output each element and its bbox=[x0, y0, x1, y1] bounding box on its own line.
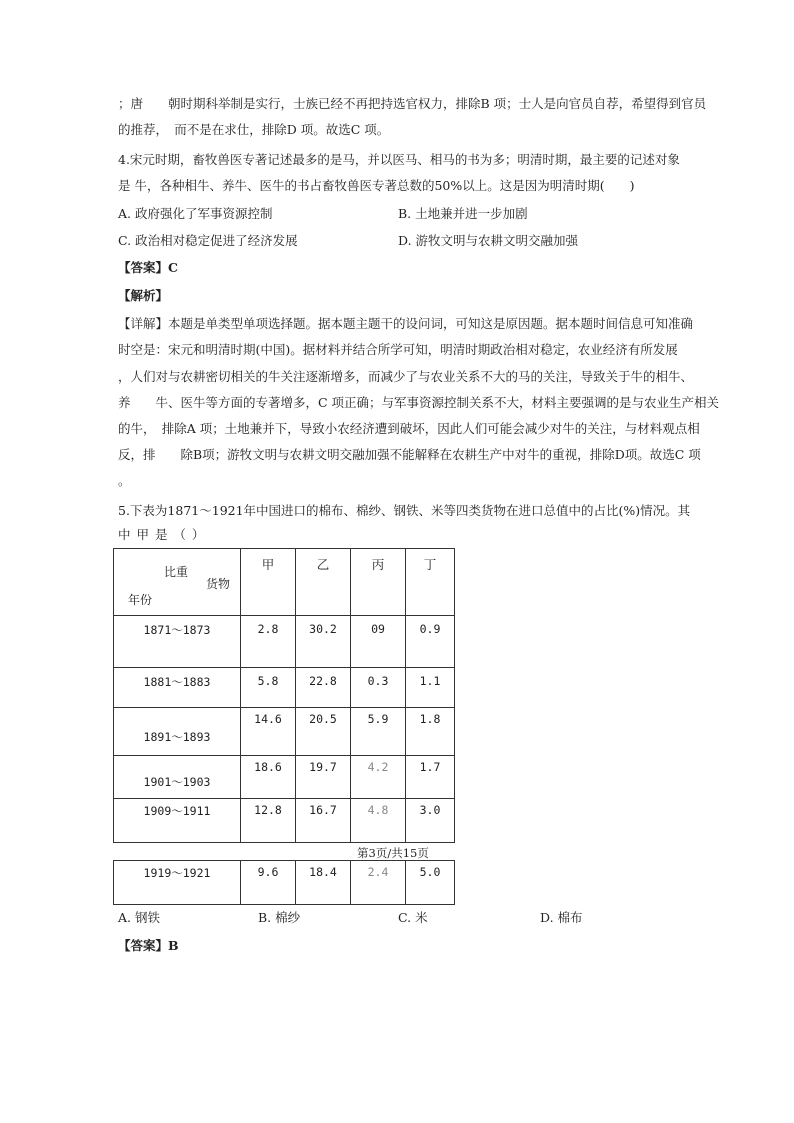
question-4-stem: 是 牛，各种相牛、养牛、医牛的书占畜牧兽医专著总数的50%以上。这是因为明清时期( ) bbox=[118, 178, 635, 193]
value-cell: 22.8 bbox=[296, 668, 351, 708]
detail-text: 的牛， 排除A 项；土地兼并下，导致小农经济遭到破坏，因此人们可能会减少对牛的关注，与材料观点相 bbox=[118, 421, 700, 436]
value-cell: 9.6 bbox=[241, 861, 296, 905]
option-d: D. 游牧文明与农耕文明交融加强 bbox=[398, 233, 579, 248]
value-cell: 2.4 bbox=[351, 861, 406, 905]
column-header: 丁 bbox=[406, 549, 455, 616]
table-corner-header bbox=[114, 549, 241, 616]
column-header: 丙 bbox=[351, 549, 406, 616]
value-cell: 16.7 bbox=[296, 799, 351, 843]
detail-text: 反，排 除B项；游牧文明与农耕文明交融加强不能解释在农耕生产中对牛的重视，排除D项。故选C 项 bbox=[118, 447, 701, 462]
text-line: 的推荐， 而不是在求仕，排除D 项。故选C 项。 bbox=[118, 122, 390, 137]
year-cell: 1871～1873 bbox=[114, 616, 241, 668]
question-5-stem: 5.下表为1871～1921年中国进口的棉布、棉纱、钢铁、米等四类货物在进口总值中的占比(%)情况。其 bbox=[118, 503, 691, 518]
page-number: 第3页/共15页 bbox=[357, 846, 429, 860]
table-row bbox=[114, 708, 455, 756]
value-cell: 12.8 bbox=[241, 799, 296, 843]
value-cell: 09 bbox=[351, 616, 406, 668]
import-share-table-continued bbox=[113, 860, 455, 905]
value-cell: 3.0 bbox=[406, 799, 455, 843]
value-cell: 5.8 bbox=[241, 668, 296, 708]
detail-text: 【详解】本题是单类型单项选择题。据本题主题干的设问词，可知这是原因题。据本题时间信息可知准确 bbox=[118, 316, 694, 331]
value-cell: 19.7 bbox=[296, 756, 351, 799]
detail-text: 。 bbox=[118, 473, 131, 488]
option-a: A. 钢铁 bbox=[118, 910, 160, 925]
value-cell: 18.4 bbox=[296, 861, 351, 905]
detail-text: 时空是：宋元和明清时期(中国)。据材料并结合所学可知，明清时期政治相对稳定，农业经济有所发展 bbox=[118, 342, 678, 357]
value-cell: 0.9 bbox=[406, 616, 455, 668]
value-cell: 1.7 bbox=[406, 756, 455, 799]
value-cell: 14.6 bbox=[241, 708, 296, 756]
text-line: ；唐 朝时期科举制是实行，士族已经不再把持选官权力，排除B 项；士人是向官员自荐，希望得到官员 bbox=[118, 96, 707, 111]
table-row bbox=[114, 668, 455, 708]
import-share-table bbox=[113, 548, 455, 843]
value-cell: 20.5 bbox=[296, 708, 351, 756]
year-cell: 1919～1921 bbox=[114, 861, 241, 905]
option-b: B. 棉纱 bbox=[258, 910, 301, 925]
detail-text: ，人们对与农耕密切相关的牛关注逐渐增多，而减少了与农业关系不大的马的关注，导致关于牛的相牛、 bbox=[118, 369, 694, 384]
value-cell: 4.2 bbox=[351, 756, 406, 799]
year-cell: 1901～1903 bbox=[114, 756, 241, 799]
question-4-stem: 4.宋元时期，畜牧兽医专著记述最多的是马，并以医马、相马的书为多；明清时期，最主要的记述对象 bbox=[118, 152, 680, 167]
answer-label: 【答案】C bbox=[118, 260, 178, 275]
option-c: C. 政治相对稳定促进了经济发展 bbox=[118, 233, 298, 248]
year-cell: 1909～1911 bbox=[114, 799, 241, 843]
value-cell: 1.1 bbox=[406, 668, 455, 708]
value-cell: 18.6 bbox=[241, 756, 296, 799]
corner-ratio: 比重 bbox=[164, 565, 189, 579]
value-cell: 2.8 bbox=[241, 616, 296, 668]
table-row bbox=[114, 616, 455, 668]
value-cell: 4.8 bbox=[351, 799, 406, 843]
column-header: 乙 bbox=[296, 549, 351, 616]
option-a: A. 政府强化了军事资源控制 bbox=[118, 206, 273, 221]
detail-text: 养 牛、医牛等方面的专著增多，C 项正确；与军事资源控制关系不大，材料主要强调的是与农业生产相关 bbox=[118, 395, 720, 410]
corner-year: 年份 bbox=[128, 593, 153, 607]
table-row bbox=[114, 756, 455, 799]
year-cell: 1881～1883 bbox=[114, 668, 241, 708]
option-d: D. 棉布 bbox=[540, 910, 583, 925]
table-row bbox=[114, 799, 455, 843]
option-c: C. 米 bbox=[398, 910, 428, 925]
value-cell: 0.3 bbox=[351, 668, 406, 708]
answer-label: 【答案】B bbox=[118, 938, 179, 953]
corner-goods: 货物 bbox=[206, 577, 231, 591]
value-cell: 30.2 bbox=[296, 616, 351, 668]
table-row bbox=[114, 861, 455, 905]
question-5-stem: 中 甲 是 （ ） bbox=[118, 527, 206, 542]
value-cell: 1.8 bbox=[406, 708, 455, 756]
analysis-label: 【解析】 bbox=[118, 288, 169, 303]
option-b: B. 土地兼并进一步加剧 bbox=[398, 206, 528, 221]
year-cell: 1891～1893 bbox=[114, 708, 241, 756]
column-header: 甲 bbox=[241, 549, 296, 616]
value-cell: 5.9 bbox=[351, 708, 406, 756]
value-cell: 5.0 bbox=[406, 861, 455, 905]
